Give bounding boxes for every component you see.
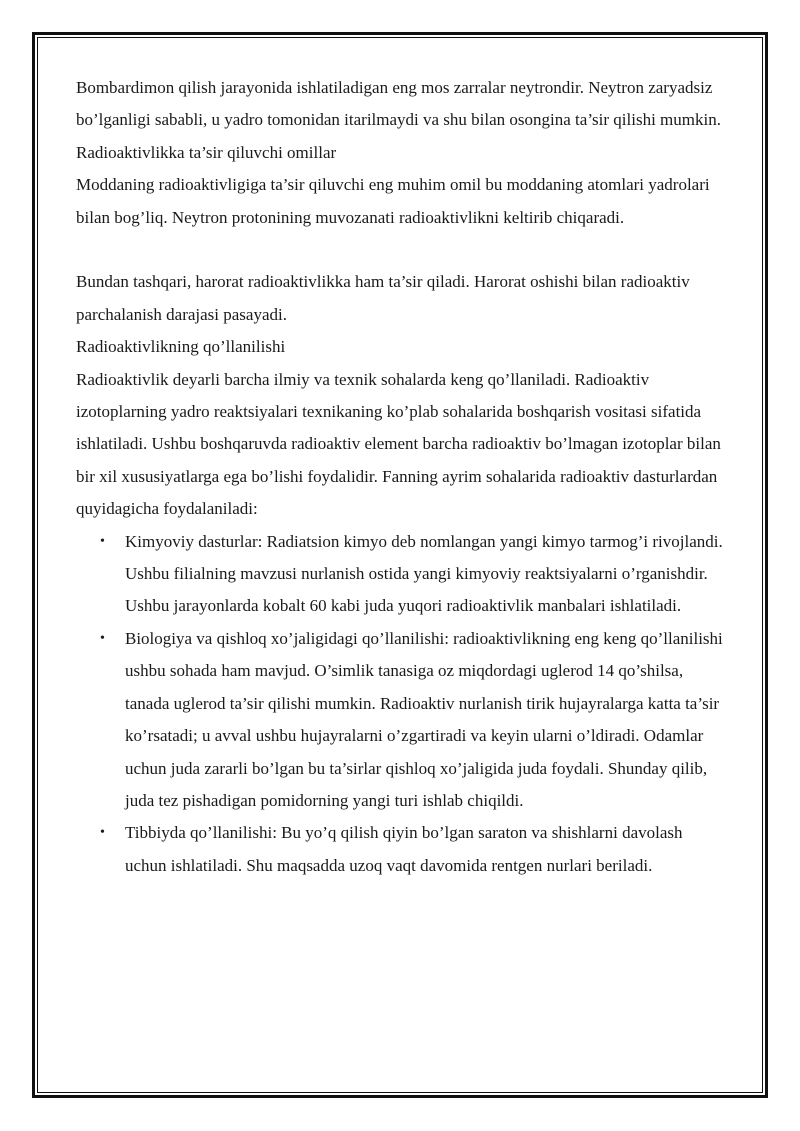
bullet-icon: • bbox=[100, 825, 105, 841]
list-item-text: Biologiya va qishloq xo’jaligidagi qo’llanilishi: radioaktivlikning eng keng qo’llanilishi ushbu sohada ham mavjud. O’simlik tanasiga oz miqdordagi uglerod 14 qo’shilsa, tanada uglerod ta’sir qilishi mumkin. Radioaktiv nurlanish tirik hujayralarga katta ta’sir ko’rsatadi; u avval ushbu hujayralarni o’zgartiradi va keyin ularni o’ldiradi. Odamlar uchun juda zararli bo’lgan bu ta’sirlar qishloq xo’jaligida juda foydali. Shunday qilib, juda tez pishadigan pomidorning yangi turi ishlab chiqildi. bbox=[125, 628, 723, 810]
document-body bbox=[76, 72, 726, 882]
bullet-icon: • bbox=[100, 533, 105, 549]
list-item bbox=[76, 526, 726, 623]
blank-line bbox=[76, 234, 726, 266]
bullet-icon: • bbox=[100, 630, 105, 646]
list-item bbox=[76, 623, 726, 817]
paragraph-applications-intro: Radioaktivlik deyarli barcha ilmiy va texnik sohalarda keng qo’llaniladi. Radioaktiv izotoplarning yadro reaktsiyalari texnikaning ko’plab sohalarida boshqarish vositasi sifatida ishlatiladi. Ushbu boshqaruvda radioaktiv element barcha radioaktiv bo’lmagan izotoplar bilan bir xil xususiyatlarga ega bo’lishi foydalidir. Fanning ayrim sohalarida radioaktiv dasturlardan quyidagicha foydalaniladi: bbox=[76, 369, 721, 519]
list-item-text: Kimyoviy dasturlar: Radiatsion kimyo deb nomlangan yangi kimyo tarmog’i rivojlandi. Ushbu filialning mavzusi nurlanish ostida yangi kimyoviy reaktsiyalarni o’rganishdir. Ushbu jarayonlarda kobalt 60 kabi juda yuqori radioaktivlik manbalari ishlatiladi. bbox=[125, 531, 723, 616]
heading-radioactivity-factors: Radioaktivlikka ta’sir qiluvchi omillar bbox=[76, 142, 337, 162]
paragraph-nucleus-factor: Moddaning radioaktivligiga ta’sir qiluvchi eng muhim omil bu moddaning atomlari yadrolari bilan bog’liq. Neytron protonining muvozanati radioaktivlikni keltirib chiqaradi. bbox=[76, 175, 710, 227]
list-item bbox=[76, 817, 726, 882]
paragraph-temperature-factor: Bundan tashqari, harorat radioaktivlikka ham ta’sir qiladi. Harorat oshishi bilan radioaktiv parchalanish darajasi pasayadi. bbox=[76, 272, 690, 324]
paragraph-neutron-bombardment: Bombardimon qilish jarayonida ishlatiladigan eng mos zarralar neytrondir. Neytron zaryadsiz bo’lganligi sababli, u yadro tomonidan itarilmaydi va shu bilan osongina ta’sir qilishi mumkin. bbox=[76, 78, 721, 130]
list-item-text: Tibbiyda qo’llanilishi: Bu yo’q qilish qiyin bo’lgan saraton va shishlarni davolash uchun ishlatiladi. Shu maqsadda uzoq vaqt davomida rentgen nurlari beriladi. bbox=[125, 823, 683, 875]
applications-list bbox=[76, 526, 726, 882]
heading-radioactivity-applications: Radioaktivlikning qo’llanilishi bbox=[76, 337, 286, 357]
